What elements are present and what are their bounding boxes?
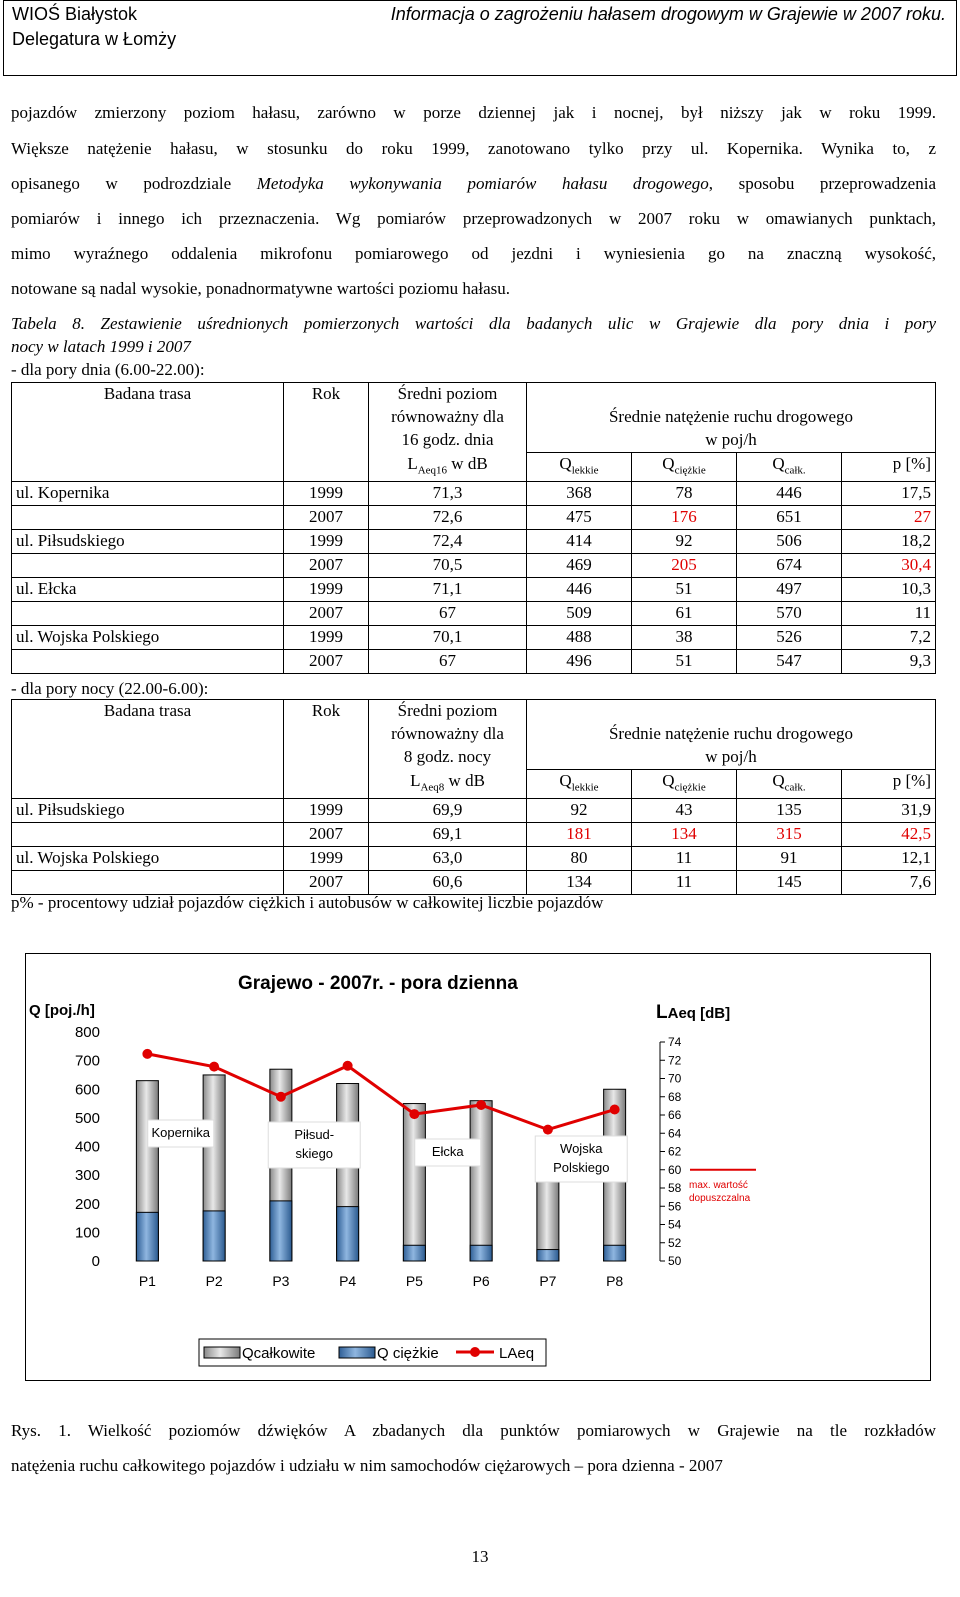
bar-heavy — [136, 1212, 158, 1261]
q-light-cell: 92 — [527, 799, 632, 823]
bar-total — [403, 1104, 425, 1261]
route-cell: ul. Wojska Polskiego — [12, 626, 284, 650]
year-cell: 2007 — [284, 650, 369, 674]
y2-tick-label: 60 — [668, 1162, 682, 1177]
laeq-symbol: L — [407, 453, 418, 473]
header-route-cont — [12, 453, 284, 482]
header-q-light — [527, 770, 632, 799]
header-q-heavy — [632, 453, 737, 482]
laeq-cell: 71,1 — [369, 578, 527, 602]
p-cell: 42,5 — [842, 823, 936, 847]
q-light-cell: 446 — [527, 578, 632, 602]
q-heavy-cell: 38 — [632, 626, 737, 650]
route-cell: ul. Piłsudskiego — [12, 799, 284, 823]
paragraph-text: opisanego w podrozdziale — [11, 174, 257, 193]
table-row — [12, 482, 936, 506]
paragraph-line: pomiarów i innego ich przeznaczenia. Wg pomiarów przeprowadzonych w 2007 roku w omawianych punktach, — [11, 209, 936, 228]
limit-label: max. wartość — [689, 1179, 748, 1191]
day-table — [11, 382, 936, 674]
year-cell: 2007 — [284, 602, 369, 626]
chart-svg — [26, 954, 930, 1380]
header-level: równoważny dla — [369, 723, 527, 746]
q-light-cell: 469 — [527, 554, 632, 578]
laeq-unit: w dB — [444, 770, 485, 790]
header-p: p [%] — [842, 770, 936, 799]
q-light-cell: 488 — [527, 626, 632, 650]
p-cell: 7,6 — [842, 871, 936, 895]
q-light-cell: 475 — [527, 506, 632, 530]
q-light-cell: 509 — [527, 602, 632, 626]
q-heavy-cell: 61 — [632, 602, 737, 626]
q-total-cell: 674 — [737, 554, 842, 578]
x-tick-label: P1 — [138, 1273, 156, 1289]
y2-tick-label: 68 — [668, 1089, 682, 1104]
paragraph-line: notowane są nadal wysokie, ponadnormatywne wartości poziomu hałasu. — [11, 279, 511, 298]
paragraph-text: , sposobu przeprowadzenia — [708, 174, 936, 193]
bar-heavy — [270, 1201, 292, 1261]
q-symbol: Q — [772, 771, 785, 790]
org-name: WIOŚ Białystok — [12, 4, 138, 24]
x-tick-label: P4 — [339, 1273, 357, 1289]
street-label: Piłsud- — [294, 1127, 335, 1142]
q-heavy-cell: 11 — [632, 847, 737, 871]
header-route: Badana trasa — [12, 383, 284, 453]
header-level: Średni poziom — [369, 383, 527, 407]
q-subscript: całk. — [784, 464, 806, 477]
street-label: Polskiego — [553, 1160, 610, 1175]
route-cell — [12, 554, 284, 578]
legend-label: Q ciężkie — [377, 1345, 439, 1362]
table-row — [12, 871, 936, 895]
legend-swatch-point — [470, 1347, 480, 1357]
street-label: Kopernika — [151, 1125, 211, 1140]
org-branch: Delegatura w Łomży — [12, 29, 177, 49]
bar-heavy — [403, 1245, 425, 1261]
q-symbol: Q — [662, 771, 675, 790]
q-heavy-cell: 176 — [632, 506, 737, 530]
table-row — [12, 626, 936, 650]
street-label: Wojska — [560, 1141, 603, 1156]
table-row — [12, 847, 936, 871]
table-row — [12, 554, 936, 578]
y2-tick-label: 58 — [668, 1181, 682, 1195]
bar-heavy — [537, 1250, 559, 1261]
y-tick-label: 400 — [74, 1138, 100, 1156]
laeq-cell: 69,1 — [369, 823, 527, 847]
page-number: 13 — [471, 1547, 489, 1566]
header-laeq — [369, 453, 527, 482]
y-tick-label: 300 — [74, 1167, 100, 1185]
laeq-point — [209, 1062, 219, 1072]
q-subscript: ciężkie — [674, 464, 706, 477]
laeq-symbol: L — [410, 770, 421, 790]
year-cell: 1999 — [284, 626, 369, 650]
paragraph-line: pojazdów zmierzony poziom hałasu, zarówno w porze dziennej jak i nocnej, był niższy jak w roku 1999. — [11, 103, 936, 122]
laeq-cell: 72,4 — [369, 530, 527, 554]
route-cell — [12, 650, 284, 674]
y-tick-label: 800 — [74, 1024, 100, 1041]
street-label: Ełcka — [431, 1144, 464, 1159]
y-axis-label: Q [poj./h] — [29, 1002, 95, 1019]
q-light-cell: 496 — [527, 650, 632, 674]
q-light-cell: 181 — [527, 823, 632, 847]
bar-heavy — [604, 1245, 626, 1261]
header-traffic: Średnie natężenie ruchu drogowego — [527, 406, 936, 429]
laeq-subscript: Aeq16 — [417, 463, 448, 476]
header-q-total — [737, 770, 842, 799]
q-heavy-cell: 205 — [632, 554, 737, 578]
year-cell: 2007 — [284, 506, 369, 530]
page-header — [3, 0, 957, 76]
laeq-subscript: Aeq8 — [420, 780, 445, 793]
q-total-cell: 91 — [737, 847, 842, 871]
street-label: skiego — [295, 1146, 334, 1161]
legend-label: Qcałkowite — [242, 1345, 316, 1362]
q-total-cell: 570 — [737, 602, 842, 626]
q-light-cell: 80 — [527, 847, 632, 871]
x-tick-label: P2 — [205, 1273, 223, 1289]
laeq-point — [142, 1049, 152, 1059]
y2-tick-label: 64 — [668, 1126, 682, 1141]
q-total-cell: 145 — [737, 871, 842, 895]
header-q-heavy — [632, 770, 737, 799]
laeq-cell: 67 — [369, 602, 527, 626]
night-section-label: - dla pory nocy (22.00-6.00): — [11, 679, 209, 698]
y2-tick-label: 52 — [668, 1235, 682, 1250]
section-reference: Metodyka wykonywania pomiarów hałasu drogowego — [256, 174, 709, 193]
x-tick-label: P7 — [539, 1273, 557, 1289]
q-light-cell: 368 — [527, 482, 632, 506]
year-cell: 1999 — [284, 847, 369, 871]
legend-label: LAeq — [499, 1345, 535, 1362]
q-heavy-cell: 51 — [632, 578, 737, 602]
q-symbol: Q — [772, 454, 785, 473]
q-subscript: całk. — [784, 781, 806, 794]
header-traffic: Średnie natężenie ruchu drogowego — [527, 723, 936, 746]
table-row — [12, 602, 936, 626]
q-heavy-cell: 92 — [632, 530, 737, 554]
route-cell: ul. Ełcka — [12, 578, 284, 602]
paragraph-line: mimo wyraźnego oddalenia mikrofonu pomiarowego od jezdni i wyniesienia go na znaczną wysokość, — [11, 244, 936, 263]
p-cell: 31,9 — [842, 799, 936, 823]
q-subscript: ciężkie — [674, 781, 706, 794]
header-year-cont — [284, 453, 369, 482]
x-tick-label: P8 — [606, 1273, 624, 1289]
year-cell: 2007 — [284, 823, 369, 847]
q-heavy-cell: 78 — [632, 482, 737, 506]
laeq-cell: 72,6 — [369, 506, 527, 530]
laeq-point — [476, 1100, 486, 1110]
header-traffic — [527, 383, 936, 407]
p-cell: 11 — [842, 602, 936, 626]
table-row — [12, 530, 936, 554]
q-heavy-cell: 43 — [632, 799, 737, 823]
p-cell: 12,1 — [842, 847, 936, 871]
header-q-total — [737, 453, 842, 482]
header-level: 16 godz. dnia — [369, 429, 527, 453]
year-cell: 2007 — [284, 871, 369, 895]
p-cell: 10,3 — [842, 578, 936, 602]
y2-tick-label: 54 — [668, 1217, 682, 1232]
x-tick-label: P6 — [472, 1273, 490, 1289]
laeq-point — [610, 1105, 620, 1115]
table-row — [12, 650, 936, 674]
route-cell — [12, 823, 284, 847]
q-symbol: Q — [559, 454, 572, 473]
laeq-cell: 69,9 — [369, 799, 527, 823]
chart-frame — [25, 953, 931, 1381]
q-total-cell: 547 — [737, 650, 842, 674]
route-cell — [12, 506, 284, 530]
p-cell: 9,3 — [842, 650, 936, 674]
laeq-point — [343, 1061, 353, 1071]
y2-tick-label: 74 — [668, 1035, 682, 1049]
p-cell: 27 — [842, 506, 936, 530]
q-light-cell: 414 — [527, 530, 632, 554]
chart-title: Grajewo - 2007r. - pora dzienna — [238, 973, 518, 994]
q-light-cell: 134 — [527, 871, 632, 895]
table-row — [12, 823, 936, 847]
year-cell: 2007 — [284, 554, 369, 578]
route-cell: ul. Wojska Polskiego — [12, 847, 284, 871]
y2-axis-label: LAeq [dB] — [656, 1002, 731, 1023]
y2-tick-label: 72 — [668, 1053, 682, 1068]
figure-caption: natężenia ruchu całkowitego pojazdów i udziału w nim samochodów ciężarowych – pora dzienna - 2007 — [11, 1456, 723, 1475]
y2-tick-label: 62 — [668, 1144, 682, 1159]
bar-total — [470, 1101, 492, 1261]
bar-heavy — [470, 1245, 492, 1261]
q-total-cell: 446 — [737, 482, 842, 506]
q-symbol: Q — [559, 771, 572, 790]
y-tick-label: 600 — [74, 1081, 100, 1099]
p-cell: 30,4 — [842, 554, 936, 578]
q-total-cell: 497 — [737, 578, 842, 602]
y2-tick-label: 50 — [668, 1254, 682, 1268]
route-cell: ul. Kopernika — [12, 482, 284, 506]
header-traffic: w poj/h — [527, 746, 936, 770]
q-total-cell: 506 — [737, 530, 842, 554]
route-cell: ul. Piłsudskiego — [12, 530, 284, 554]
q-total-cell: 651 — [737, 506, 842, 530]
table-row — [12, 578, 936, 602]
header-route: Badana trasa — [12, 700, 284, 770]
table-caption: Tabela 8. Zestawienie uśrednionych pomierzonych wartości dla badanych ulic w Grajewie dla pory dnia i pory — [11, 314, 936, 333]
y-tick-label: 500 — [74, 1109, 100, 1127]
header-year: Rok — [284, 383, 369, 453]
night-table — [11, 699, 936, 895]
table-row — [12, 799, 936, 823]
day-section-label: - dla pory dnia (6.00-22.00): — [11, 360, 205, 379]
p-cell: 18,2 — [842, 530, 936, 554]
q-subscript: lekkie — [571, 781, 599, 794]
y2-tick-label: 66 — [668, 1108, 682, 1122]
header-level: Średni poziom — [369, 700, 527, 724]
q-total-cell: 315 — [737, 823, 842, 847]
table-row — [12, 506, 936, 530]
laeq-cell: 60,6 — [369, 871, 527, 895]
year-cell: 1999 — [284, 530, 369, 554]
header-q-light — [527, 453, 632, 482]
y-tick-label: 0 — [91, 1253, 100, 1270]
laeq-cell: 70,5 — [369, 554, 527, 578]
header-level: równoważny dla — [369, 406, 527, 429]
header-traffic — [527, 700, 936, 724]
laeq-cell: 67 — [369, 650, 527, 674]
q-total-cell: 135 — [737, 799, 842, 823]
p-cell: 17,5 — [842, 482, 936, 506]
header-year-cont — [284, 770, 369, 799]
bar-heavy — [203, 1211, 225, 1261]
document-title: Informacja o zagrożeniu hałasem drogowym w Grajewie w 2007 roku. — [390, 4, 946, 24]
header-year: Rok — [284, 700, 369, 770]
y-tick-label: 100 — [74, 1224, 100, 1242]
laeq-cell: 70,1 — [369, 626, 527, 650]
y-tick-label: 200 — [74, 1195, 100, 1213]
limit-label: dopuszczalna — [689, 1192, 751, 1204]
table-caption: nocy w latach 1999 i 2007 — [11, 337, 191, 356]
x-tick-label: P3 — [272, 1273, 290, 1289]
x-tick-label: P5 — [405, 1273, 423, 1289]
header-route-cont — [12, 770, 284, 799]
laeq-unit: w dB — [447, 453, 488, 473]
laeq-point — [276, 1092, 286, 1102]
header-traffic: w poj/h — [527, 429, 936, 453]
bar-heavy — [337, 1207, 359, 1261]
header-p: p [%] — [842, 453, 936, 482]
route-cell — [12, 602, 284, 626]
header-level: 8 godz. nocy — [369, 746, 527, 770]
laeq-point — [543, 1125, 553, 1135]
year-cell: 1999 — [284, 482, 369, 506]
figure-caption: Rys. 1. Wielkość poziomów dźwięków A zbadanych dla punktów pomiarowych w Grajewie na tle rozkładów — [11, 1421, 936, 1440]
header-laeq — [369, 770, 527, 799]
legend-swatch-total — [204, 1347, 240, 1358]
q-total-cell: 526 — [737, 626, 842, 650]
paragraph-line: Większe natężenie hałasu, w stosunku do roku 1999, zanotowano tylko przy ul. Kopernika. Wynika to, z — [11, 139, 936, 158]
p-cell: 7,2 — [842, 626, 936, 650]
laeq-cell: 63,0 — [369, 847, 527, 871]
table-note: p% - procentowy udział pojazdów ciężkich i autobusów w całkowitej liczbie pojazdów — [11, 893, 604, 912]
q-heavy-cell: 51 — [632, 650, 737, 674]
laeq-cell: 71,3 — [369, 482, 527, 506]
q-subscript: lekkie — [571, 464, 599, 477]
year-cell: 1999 — [284, 578, 369, 602]
q-heavy-cell: 11 — [632, 871, 737, 895]
year-cell: 1999 — [284, 799, 369, 823]
paragraph-line — [11, 174, 936, 194]
legend-swatch-heavy — [339, 1347, 375, 1358]
y2-tick-label: 56 — [668, 1199, 682, 1214]
route-cell — [12, 871, 284, 895]
y-tick-label: 700 — [74, 1052, 100, 1070]
q-symbol: Q — [662, 454, 675, 473]
y2-tick-label: 70 — [668, 1071, 682, 1086]
q-heavy-cell: 134 — [632, 823, 737, 847]
laeq-point — [409, 1109, 419, 1119]
